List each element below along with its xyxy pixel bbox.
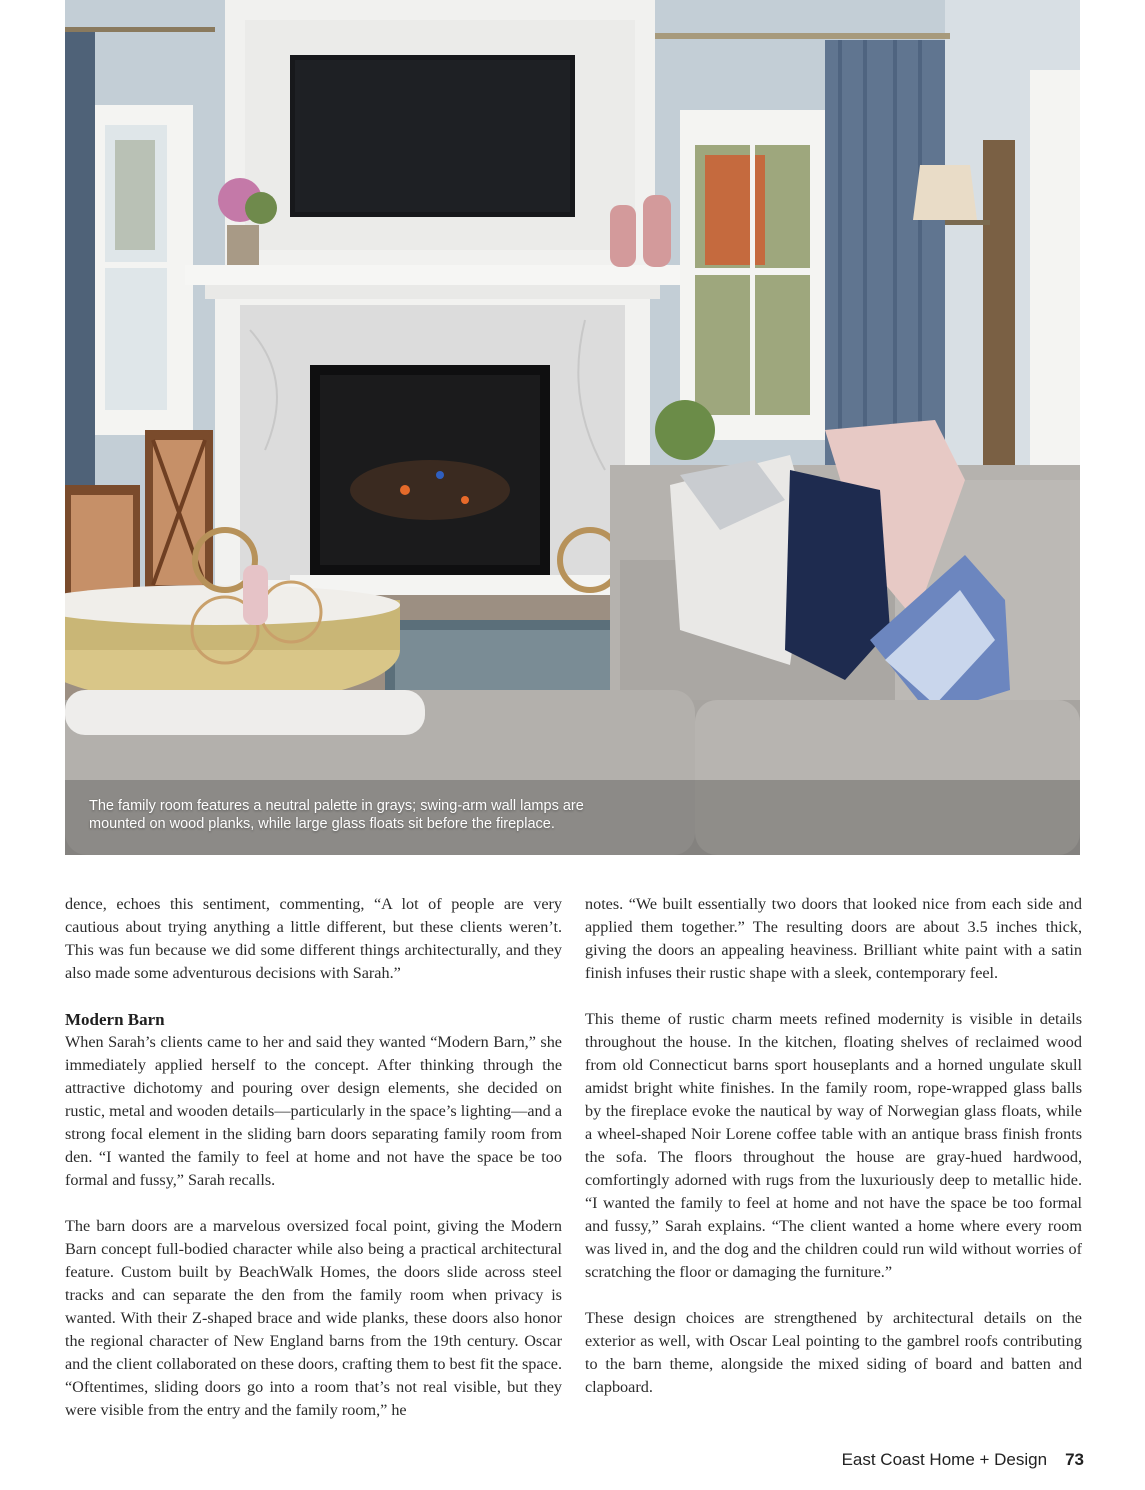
article-paragraph: notes. “We built essentially two doors that looked nice from each side and applied them together.” The resulting doors are about 3.5 inches thick, giving the doors an appealing heaviness. Brilliant white paint with a satin finish infuses their rustic shape with a sleek, contemporary feel. [585, 895, 1082, 982]
page-footer [842, 1450, 1084, 1470]
photo-illustration [65, 0, 1080, 855]
caption-line-2: mounted on wood planks, while large glass floats sit before the fireplace. [89, 816, 555, 832]
article-paragraph: dence, echoes this sentiment, commenting, “A lot of people are very cautious about trying anything a little different, but these clients weren’t. This was fun because we did some different things architecturally, and they also made some adventurous decisions with Sarah.” [65, 895, 562, 982]
article-right-column [585, 893, 1082, 1422]
page-number: 73 [1065, 1450, 1084, 1469]
publication-name: East Coast Home + Design [841, 1450, 1048, 1469]
caption-line-1: The family room features a neutral palette in grays; swing-arm wall lamps are [89, 798, 584, 814]
article-paragraph: The barn doors are a marvelous oversized focal point, giving the Modern Barn concept full-bodied character while also being a practical architectural feature. Custom built by BeachWalk Homes, the doors slide across steel tracks and can separate the den from the family room when privacy is wanted. With their Z-shaped brace and wide planks, these doors also honor the regional character of New England barns from the 19th century. Oscar and the client collaborated on these doors, crafting them to best fit the space. “Oftentimes, sliding doors go into a room that’s not real visible, but they were visible from the entry and the family room,” he [65, 1217, 562, 1419]
family-room-photo [65, 0, 1080, 855]
article-paragraph: This theme of rustic charm meets refined modernity is visible in details throughout the house. In the kitchen, floating shelves of reclaimed wood from old Connecticut barns sport houseplants and a horned ungulate skull amidst bright white finishes. In the family room, rope-wrapped glass balls by the fireplace evoke the nautical by way of Norwegian glass floats, while a wheel-shaped Noir Lorene coffee table with an antique brass finish fronts the sofa. The floors throughout the house are gray-hued hardwood, comfortingly adorned with rugs from the luxuriously deep to metallic hide. “I wanted the family to feel at home and not have the space be too formal and fussy,” Sarah explains. “The client wanted a home where every room was lived in, and the dog and the children could run wild without worries of scratching the floor or damaging the furniture.” [585, 1010, 1082, 1281]
article-paragraph: These design choices are strengthened by architectural details on the exterior as well, with Oscar Leal pointing to the gambrel roofs contributing to the barn theme, alongside the mixed siding of board and batten and clapboard. [585, 1309, 1082, 1396]
section-heading: Modern Barn [65, 1010, 165, 1029]
article-left-column [65, 893, 562, 1445]
photo-caption [89, 797, 649, 833]
article-paragraph: When Sarah’s clients came to her and said they wanted “Modern Barn,” she immediately applied herself to the concept. After thinking through the attractive dichotomy and pouring over design elements, she decided on rustic, metal and wooden details—particularly in the space’s lighting—and a strong focal element in the sliding barn doors separating family room from den. “I wanted the family to feel at home and not have the space be too formal and fussy,” Sarah recalls. [65, 1033, 562, 1189]
